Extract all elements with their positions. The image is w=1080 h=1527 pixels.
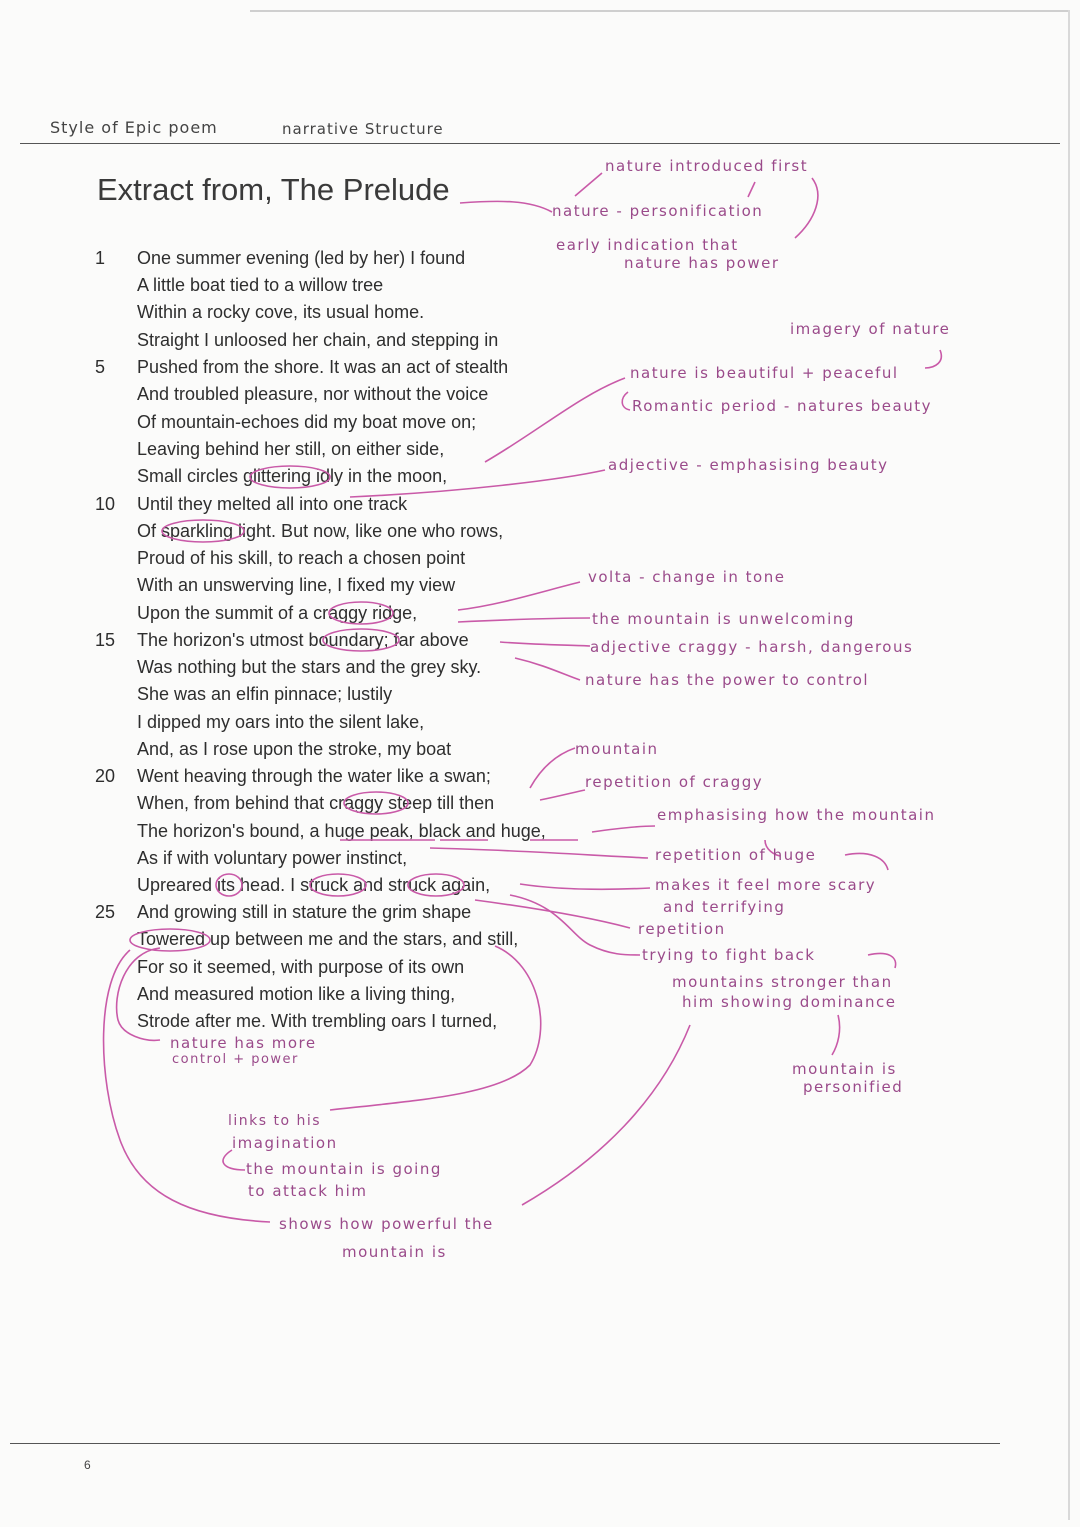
arrow-repetition-craggy [540, 790, 585, 800]
line-number-25: 25 [95, 902, 116, 922]
poem-line: Leaving behind her still, on either side, [137, 439, 445, 459]
poem-line: I dipped my oars into the silent lake, [137, 712, 425, 732]
arrow-nature-introduced [575, 173, 602, 196]
line-number-15: 15 [95, 630, 116, 650]
annotation-links-imagination: links to his [228, 1113, 322, 1129]
circle-glittering [250, 466, 330, 488]
arrow-makes-scary [520, 884, 650, 889]
line-number-1: 1 [95, 248, 106, 268]
loop-nature-power [117, 948, 160, 1040]
poem-line: As if with voluntary power instinct, [137, 848, 408, 868]
arrow-unwelcoming [458, 618, 590, 622]
annotation-control-power: control + power [172, 1052, 299, 1067]
annotation-mountain-unwelcoming: the mountain is unwelcoming [592, 610, 855, 628]
arrow-imagery [925, 350, 941, 368]
annotation-nature-more: nature has more [170, 1034, 317, 1052]
poem-line: Straight I unloosed her chain, and stepping in [137, 330, 499, 350]
arrow-craggy-harsh [500, 642, 590, 646]
annotation-fight-back: trying to fight back [642, 946, 816, 964]
circle-struck-1 [310, 874, 366, 896]
bracket-imagination [223, 1150, 245, 1170]
poem-line: She was an elfin pinnace; lustily [137, 684, 393, 704]
circle-struck-2 [408, 874, 464, 896]
arrow-huge-scary [845, 853, 888, 870]
poem-line: One summer evening (led by her) I found [137, 248, 466, 268]
annotation-emphasising-mountain: emphasising how the mountain [657, 806, 936, 824]
header-note-left: Style of Epic poem [50, 118, 218, 137]
annotation-early-indication: early indication that [556, 236, 739, 254]
bracket-romantic [622, 392, 630, 410]
arrow-introduced-down [748, 182, 755, 197]
poem-line: Proud of his skill, to reach a chosen point [137, 548, 466, 568]
annotation-volta: volta - change in tone [588, 568, 786, 586]
poem-line: When, from behind that craggy steep till then [137, 793, 495, 813]
poem-line: Was nothing but the stars and the grey sky. [137, 657, 482, 677]
annotation-mountain-is: mountain is [792, 1060, 897, 1078]
annotation-mountain: mountain [575, 740, 659, 758]
annotation-repetition-huge: repetition of huge [655, 846, 817, 864]
poem-line: And growing still in stature the grim shape [137, 902, 472, 922]
circle-boundary [323, 629, 399, 651]
line-number-5: 5 [95, 357, 106, 377]
poem-line: The horizon's utmost boundary; far above [137, 630, 469, 650]
poem-line: Upon the summit of a craggy ridge, [137, 603, 418, 623]
poem-line: Within a rocky cove, its usual home. [137, 302, 425, 322]
annotation-terrifying: and terrifying [663, 898, 786, 916]
arrow-first-to-power [795, 178, 818, 238]
arrow-repetition-huge [430, 848, 648, 858]
poem-line: Of sparkling light. But now, like one who rows, [137, 521, 504, 541]
annotation-mountain-attack: the mountain is going [246, 1160, 442, 1178]
annotation-imagination: imagination [232, 1134, 338, 1152]
annotation-dominance: him showing dominance [682, 993, 897, 1011]
poem-line: Pushed from the shore. It was an act of stealth [137, 357, 509, 377]
annotation-repetition: repetition [638, 920, 726, 938]
page-number: 6 [84, 1458, 91, 1472]
arrow-emphasising [592, 826, 655, 832]
footer-divider [10, 1443, 1000, 1444]
line-number-10: 10 [95, 494, 116, 514]
annotation-nature-beautiful: nature is beautiful + peaceful [630, 364, 899, 382]
arrow-title [460, 201, 552, 212]
poem-line: A little boat tied to a willow tree [137, 275, 384, 295]
annotation-mountain-is-2: mountain is [342, 1243, 447, 1261]
poem-line: Small circles glittering idly in the moon, [137, 466, 448, 486]
annotation-mountains-stronger: mountains stronger than [672, 973, 893, 991]
annotation-attack-him: to attack him [248, 1182, 368, 1200]
arrow-back-stronger [868, 953, 896, 968]
circle-its [216, 874, 242, 896]
circle-sparkling [162, 520, 244, 542]
annotation-personified: personified [803, 1078, 904, 1096]
poem-line: And measured motion like a living thing, [137, 984, 456, 1004]
circle-craggy-2 [344, 792, 408, 814]
poem-line: And troubled pleasure, nor without the voice [137, 384, 489, 404]
arrow-nature-beautiful [485, 378, 625, 462]
annotation-feel-scary: makes it feel more scary [655, 876, 877, 894]
annotation-personification: nature - personification [552, 202, 764, 220]
poem-line: Of mountain-echoes did my boat move on; [137, 412, 477, 432]
annotation-imagery-of-nature: imagery of nature [790, 320, 951, 338]
annotation-nature-has-power: nature has power [624, 254, 780, 272]
poem-line: For so it seemed, with purpose of its own [137, 957, 465, 977]
arrow-dominance-personified [832, 1015, 840, 1055]
page-title: Extract from, The Prelude [97, 172, 450, 207]
annotation-repetition-craggy: repetition of craggy [585, 773, 764, 791]
line-number-20: 20 [95, 766, 116, 786]
circle-craggy-1 [329, 602, 393, 624]
loop-imagination [330, 946, 541, 1110]
arrow-volta [458, 582, 580, 610]
arrow-repetition [475, 900, 630, 928]
poem-line: Upreared its head. I struck and struck again, [137, 875, 491, 895]
annotation-shows-powerful: shows how powerful the [279, 1215, 494, 1233]
poem-line: With an unswerving line, I fixed my view [137, 575, 456, 595]
annotation-craggy-harsh: adjective craggy - harsh, dangerous [590, 638, 914, 656]
arrow-adjective-beauty [350, 470, 605, 497]
poem-line: Strode after me. With trembling oars I turned, [137, 1011, 498, 1031]
annotation-romantic-period: Romantic period - natures beauty [632, 397, 932, 415]
annotation-nature-introduced: nature introduced first [605, 157, 809, 175]
header-note-right: narrative Structure [282, 120, 444, 138]
circle-towered [130, 929, 210, 951]
arrow-control [515, 658, 580, 680]
loop-shows-powerful [104, 950, 270, 1222]
arrow-shows-to-fight [522, 1025, 690, 1205]
annotation-adjective-beauty: adjective - emphasising beauty [608, 456, 889, 474]
annotation-nature-control: nature has the power to control [585, 671, 870, 689]
poem-line: And, as I rose upon the stroke, my boat [137, 739, 452, 759]
poem-line: Until they melted all into one track [137, 494, 408, 514]
poem-line: Towered up between me and the stars, and still, [137, 929, 519, 949]
poem-line: The horizon's bound, a huge peak, black and huge, [137, 821, 546, 841]
poem-line: Went heaving through the water like a swan; [137, 766, 491, 786]
arrow-mountain [530, 748, 575, 788]
